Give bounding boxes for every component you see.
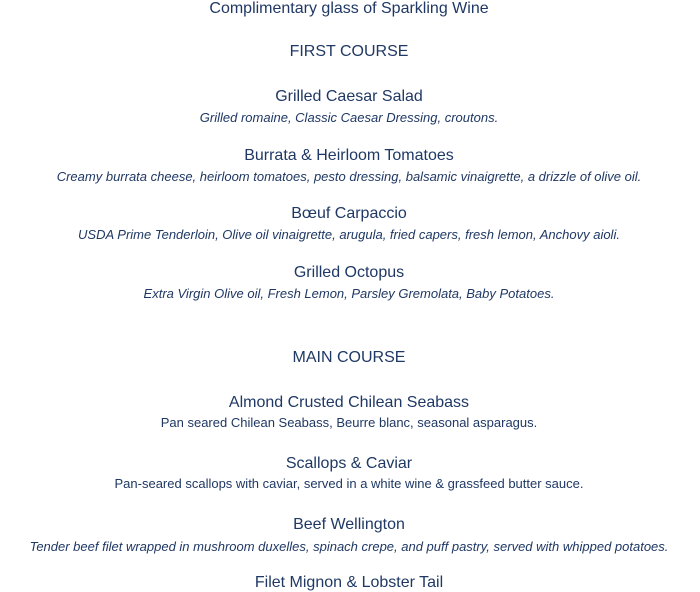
dish-name: Almond Crusted Chilean Seabass — [228, 394, 470, 411]
first-course-heading: FIRST COURSE — [289, 43, 409, 60]
dish-name-partial: Filet Mignon & Lobster Tail — [254, 574, 444, 591]
main-course-heading: MAIN COURSE — [292, 349, 406, 366]
dish-name: Bœuf Carpaccio — [291, 205, 407, 222]
dish-name: Grilled Octopus — [293, 264, 405, 281]
dish-description: Creamy burrata cheese, heirloom tomatoes, pesto dressing, balsamic vinaigrette, a drizzle of olive oil. — [56, 169, 642, 184]
dish-description: Pan seared Chilean Seabass, Beurre blanc, seasonal asparagus. — [160, 415, 538, 430]
dish-description: Tender beef filet wrapped in mushroom duxelles, spinach crepe, and puff pastry, served with whipped potatoes. — [29, 539, 669, 554]
dish-description: Pan-seared scallops with caviar, served in a white wine & grassfeed butter sauce. — [114, 476, 584, 491]
dish-description: Grilled romaine, Classic Caesar Dressing, croutons. — [199, 110, 499, 125]
dish-description: USDA Prime Tenderloin, Olive oil vinaigrette, arugula, fried capers, fresh lemon, Anchovy aioli. — [78, 227, 620, 242]
dish-name: Grilled Caesar Salad — [275, 88, 423, 105]
dish-name: Burrata & Heirloom Tomatoes — [244, 147, 454, 164]
dish-description: Extra Virgin Olive oil, Fresh Lemon, Parsley Gremolata, Baby Potatoes. — [143, 286, 555, 301]
dish-name: Beef Wellington — [293, 516, 405, 533]
dish-name: Scallops & Caviar — [285, 455, 413, 472]
intro-line: Complimentary glass of Sparkling Wine — [209, 0, 489, 17]
